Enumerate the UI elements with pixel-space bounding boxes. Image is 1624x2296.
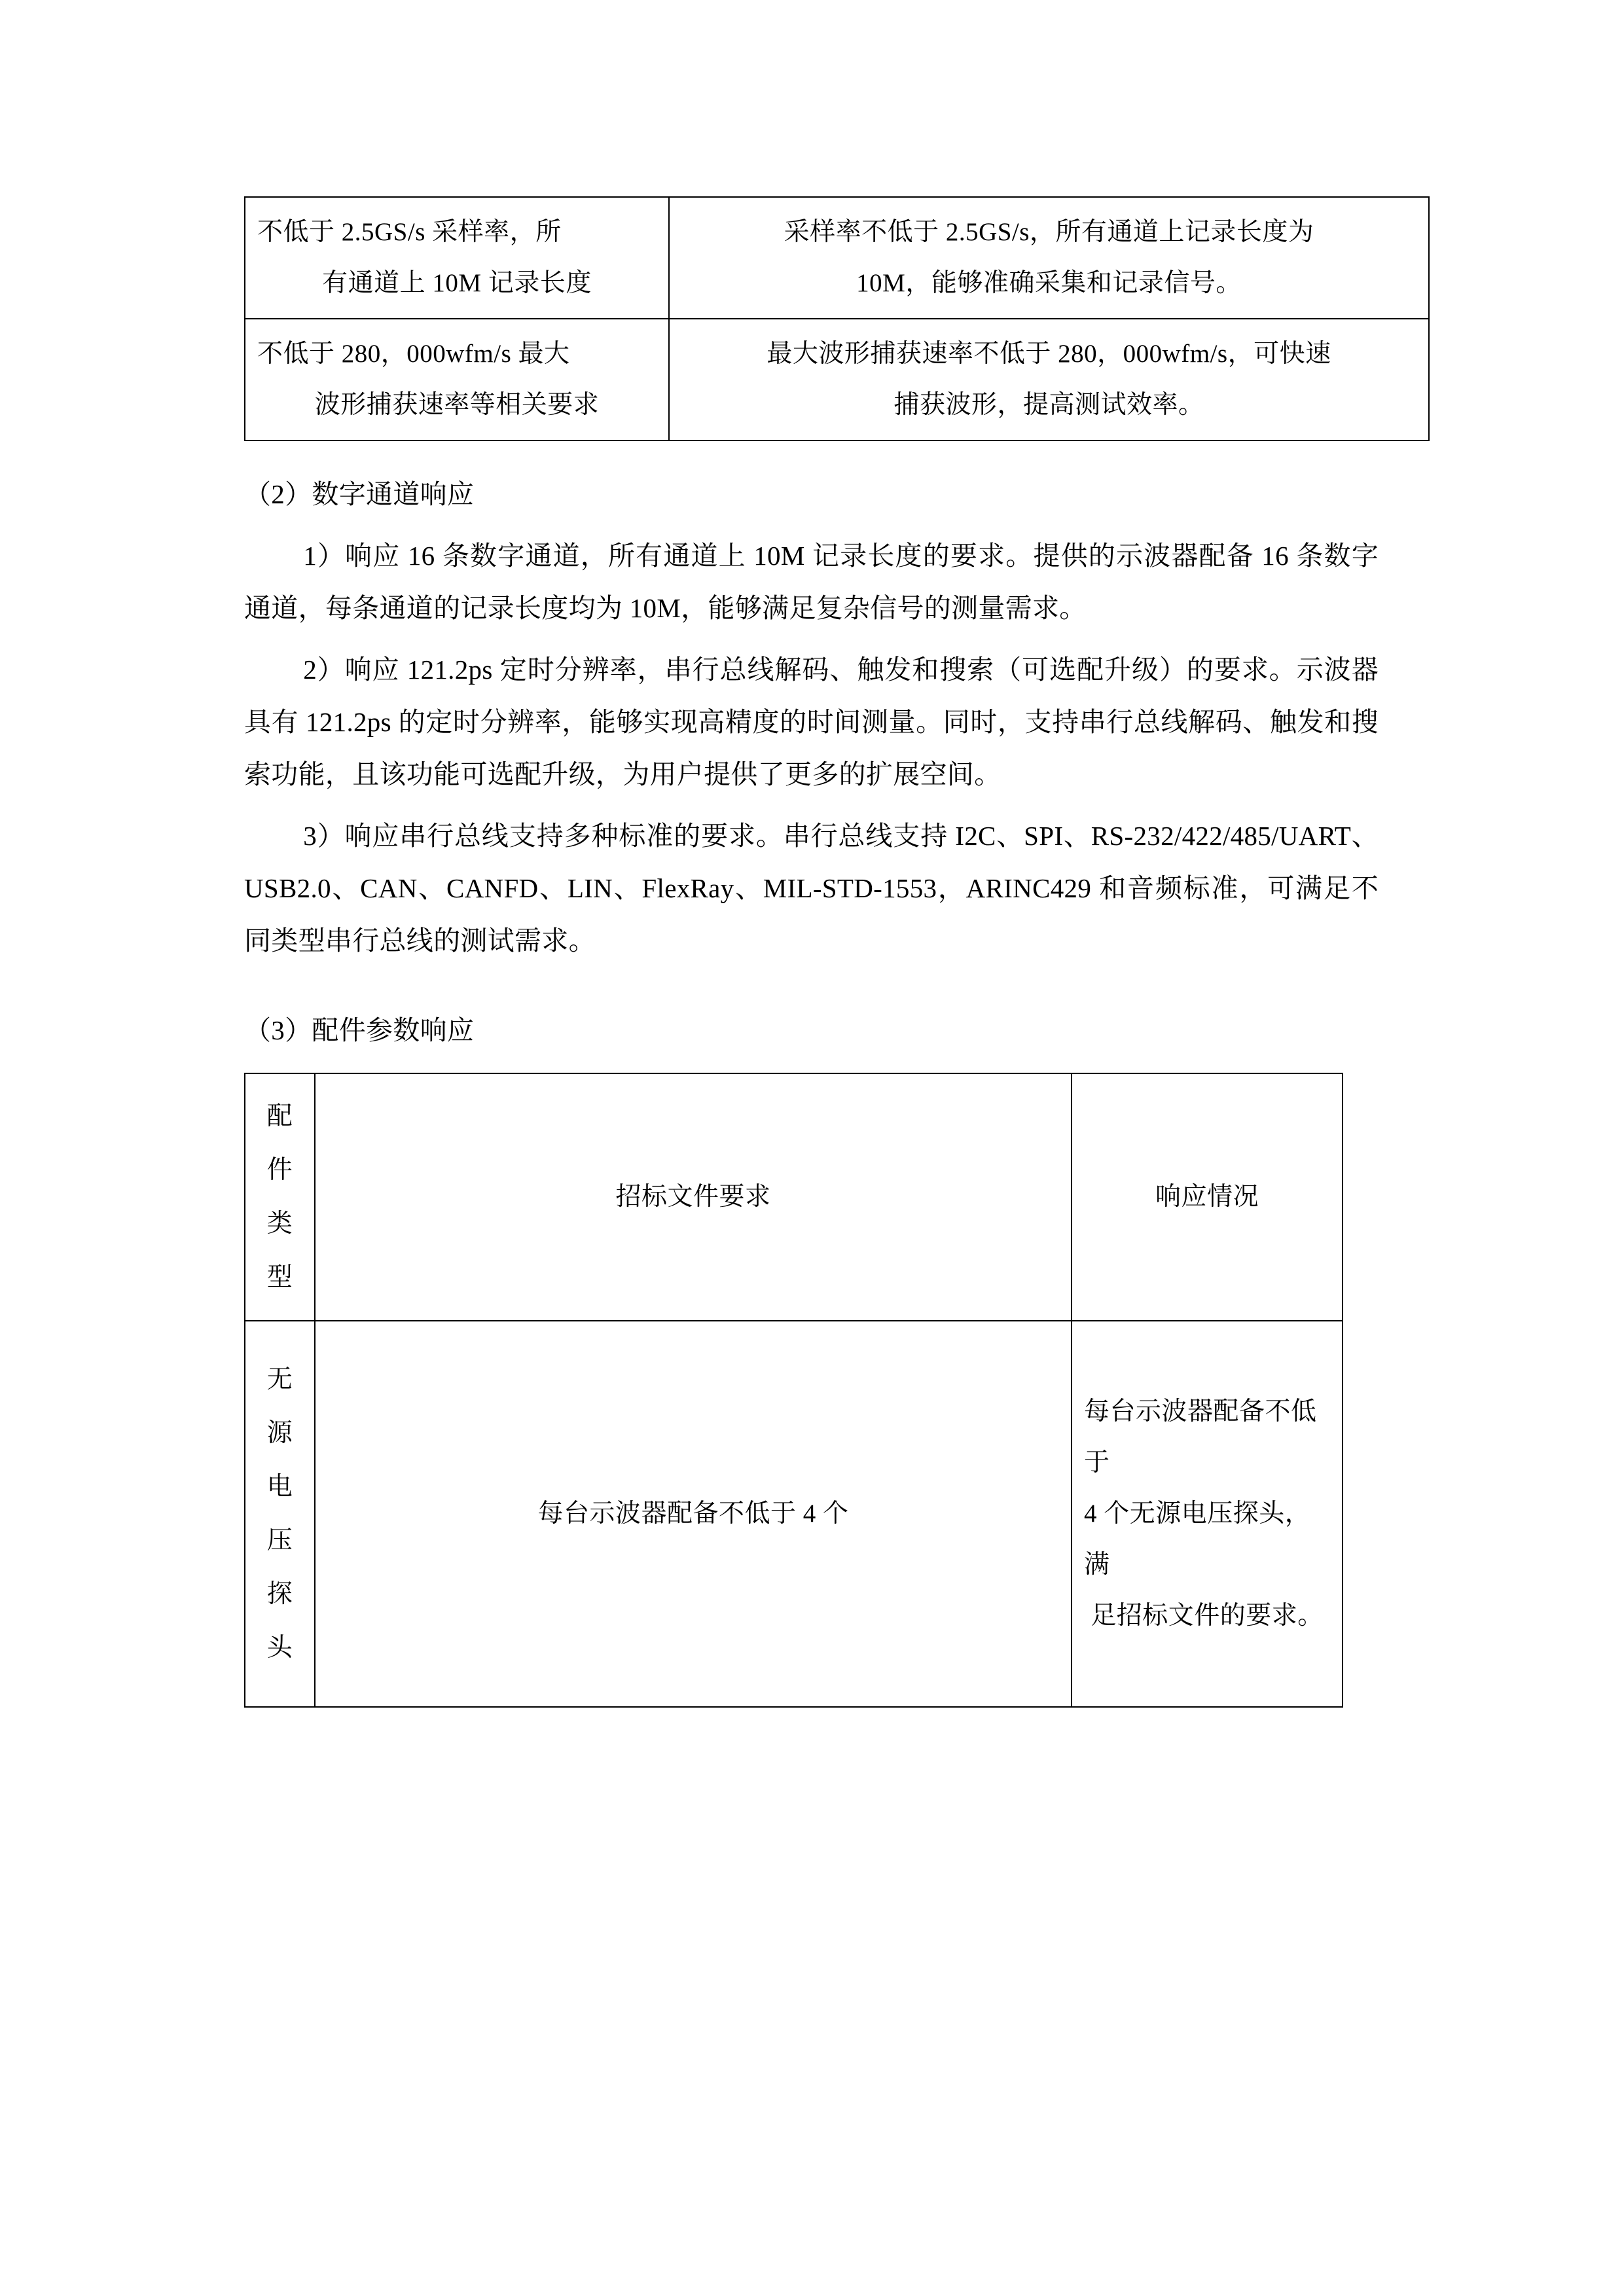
accessory-parameter-table	[244, 1073, 1343, 1708]
vertical-char: 压	[266, 1526, 293, 1554]
section-heading-accessory: （3）配件参数响应	[244, 1015, 475, 1046]
spacer	[244, 1061, 1379, 1073]
spec-requirement-line2: 有通道上 10M 记录长度	[322, 269, 592, 297]
accessory-response-line2: 4 个无源电压探头，满	[1084, 1499, 1311, 1579]
spec-response-cell	[669, 319, 1429, 440]
vertical-char: 探	[266, 1579, 293, 1608]
spec-requirement-cell	[245, 319, 669, 440]
spec-response-line1: 最大波形捕获速率不低于 280，000wfm/s，可快速	[767, 340, 1331, 368]
spacer	[244, 441, 1379, 453]
table-row	[245, 1321, 1343, 1707]
table-row	[245, 197, 1429, 319]
vertical-char: 电	[266, 1473, 293, 1501]
spec-requirement-line1: 不低于 2.5GS/s 采样率，所	[257, 218, 562, 246]
vertical-char: 配	[266, 1102, 293, 1131]
vertical-char: 无	[266, 1365, 293, 1394]
accessory-type-header-cell	[245, 1073, 315, 1321]
bid-requirement-cell: 每台示波器配备不低于 4 个	[315, 1321, 1072, 1707]
spacer	[244, 967, 1379, 989]
table-row	[245, 319, 1429, 440]
spec-requirement-line1: 不低于 280，000wfm/s 最大	[257, 340, 570, 368]
vertical-char: 源	[266, 1419, 293, 1448]
accessory-type-header-vertical	[252, 1090, 308, 1304]
digital-item-2: 2）响应 121.2ps 定时分辨率，串行总线解码、触发和搜索（可选配升级）的要求。示波器具有 121.2ps 的定时分辨率，能够实现高精度的时间测量。同时，支持串行总线解码、触发和搜索功能，且该功能可选配升级，为用户提供了更多的扩展空间。	[244, 654, 1379, 789]
spec-requirement-line2: 波形捕获速率等相关要求	[314, 391, 600, 419]
vertical-char: 头	[266, 1633, 293, 1662]
accessory-type-vertical	[252, 1353, 308, 1674]
vertical-char: 型	[266, 1263, 293, 1292]
accessory-response-cell	[1072, 1321, 1343, 1707]
accessory-response-line1: 每台示波器配备不低于	[1084, 1397, 1317, 1477]
vertical-char: 类	[266, 1210, 293, 1238]
section-heading-digital: （2）数字通道响应	[244, 479, 475, 509]
spec-response-line2: 10M，能够准确采集和记录信号。	[856, 269, 1242, 297]
accessory-type-cell	[245, 1321, 315, 1707]
digital-item-1: 1）响应 16 条数字通道，所有通道上 10M 记录长度的要求。提供的示波器配备 16 条数字通道，每条通道的记录长度均为 10M，能够满足复杂信号的测量需求。	[244, 540, 1379, 623]
table-header-row	[245, 1073, 1343, 1321]
response-header-cell: 响应情况	[1072, 1073, 1343, 1321]
spec-response-cell	[669, 197, 1429, 319]
vertical-char: 件	[266, 1156, 293, 1185]
spec-requirement-cell	[245, 197, 669, 319]
accessory-response-line3: 足招标文件的要求。	[1091, 1601, 1324, 1630]
spec-response-table	[244, 196, 1430, 441]
digital-item-3: 3）响应串行总线支持多种标准的要求。串行总线支持 I2C、SPI、RS-232/422/485/UART、USB2.0、CAN、CANFD、LIN、FlexRay、MIL-STD-1553，ARINC429 和音频标准，可满足不同类型串行总线的测试需求。	[244, 820, 1379, 956]
bid-requirement-header-cell: 招标文件要求	[315, 1073, 1072, 1321]
spec-response-line2: 捕获波形，提高测试效率。	[893, 391, 1204, 419]
spec-response-line1: 采样率不低于 2.5GS/s，所有通道上记录长度为	[784, 218, 1314, 246]
